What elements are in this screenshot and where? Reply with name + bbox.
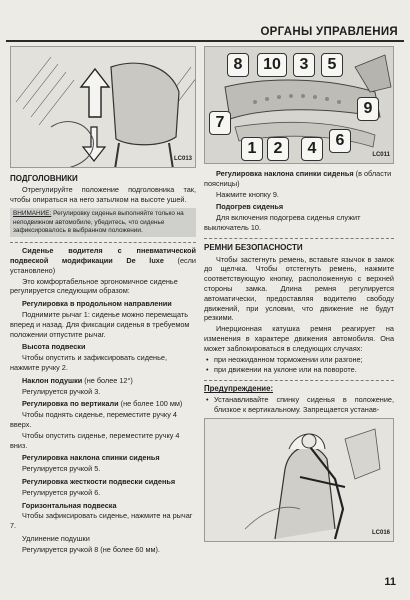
control-label-9: 9 (357, 97, 379, 121)
figure-code: LC016 (371, 529, 390, 536)
control-label-5: 5 (321, 53, 343, 77)
left-column (10, 46, 196, 555)
vert-text-up: Чтобы поднять сиденье, переместите ручку 4 вверх. (10, 410, 177, 430)
warning-text: • Устанавливайте спинку сиденья в положение, близкое к вертикальному. Запрещается устанав- (204, 395, 394, 415)
figure-code: LC011 (372, 152, 390, 159)
control-label-6: 6 (329, 129, 351, 153)
stiff-text: Регулируется ручкой 6. (22, 487, 101, 497)
control-label-1: 1 (241, 137, 263, 161)
control-label-10: 10 (257, 53, 287, 77)
belts-text-1: Чтобы застегнуть ремень, вставьте язычок в замок до щелчка. Чтобы отстегнуть ремень, нажмите соответствующую кнопку, расположенную с верхней стороны замка. Длина ремня регулируется автоматически, предоставляя водителю свободу движений, при условии, что движение не будут резкими. (204, 254, 394, 323)
control-label-3: 3 (293, 53, 315, 77)
heat-text: Для включения подогрева сиденья служит выключатель 10. (204, 213, 361, 232)
seatbelt-illustration (205, 419, 394, 542)
vert-title: Регулировка по вертикали (22, 399, 119, 409)
headrest-title: ПОДГОЛОВНИКИ (10, 174, 78, 183)
long-adj-title: Регулировка в продольном направлении (22, 299, 172, 309)
control-label-4: 4 (301, 137, 323, 161)
headrest-text: Отрегулируйте положение подголовника так, чтобы опираться на него затылком на высоте ушей. (10, 184, 196, 204)
heat-title: Подогрев сиденья (216, 202, 284, 212)
cushion-note: (не более 12°) (82, 375, 133, 385)
control-label-7: 7 (209, 111, 231, 135)
figure-code: LC013 (173, 156, 192, 163)
driver-seat-note: (если установлено) (10, 256, 197, 275)
cushion-heading (10, 376, 196, 386)
lumbar-note: (в области поясницы) (204, 169, 392, 188)
vert-heading (10, 399, 196, 409)
control-label-8: 8 (227, 53, 249, 77)
headrest-illustration (11, 47, 196, 168)
long-adj-text: Поднимите рычаг 1: сиденье можно перемещать вперед и назад. Для фиксации сиденья в требуемом положении отпустите рычаг. (10, 310, 190, 339)
section-separator (204, 238, 394, 239)
vert-text-down: Чтобы опустить сиденье, переместите ручку 4 вниз. (10, 430, 180, 450)
driver-seat-title: Сиденье водителя с пневматической подвеской модификации De luxe (10, 246, 196, 266)
section-separator (10, 242, 196, 243)
stiff-title: Регулировка жесткости подвески сиденья (22, 477, 176, 487)
header-rule (6, 40, 404, 42)
lumbar-title: Регулировка наклона спинки сиденья (216, 169, 354, 178)
section-separator (204, 380, 394, 381)
ext-text: Регулируется ручкой 8 (не более 60 мм). (22, 544, 160, 554)
warning-box (10, 208, 196, 237)
height-text: Чтобы опустить и зафиксировать сиденье, нажмите ручку 2. (10, 353, 167, 373)
page-header-title: ОРГАНЫ УПРАВЛЕНИЯ (260, 26, 398, 38)
warning-title: Предупреждение: (204, 384, 274, 394)
cushion-text: Регулируется ручкой 3. (22, 386, 101, 396)
warning-text: Регулировку сиденья выполняйте только на неподвижном автомобиле, убедитесь, что сиденье зафиксировалось в выбранном положении. (13, 210, 184, 234)
seatbelt-figure (204, 418, 394, 542)
page-number: 11 (384, 576, 396, 588)
ext-title: Удлинение подушки (22, 534, 90, 543)
lumbar-text: Нажмите кнопку 9. (216, 189, 279, 199)
back-text: Регулируется ручкой 5. (22, 464, 101, 474)
horiz-title: Горизонтальная подвеска (22, 500, 117, 510)
right-column (204, 46, 394, 542)
driver-seat-paragraph (10, 246, 196, 275)
cushion-title: Наклон подушки (22, 375, 83, 385)
control-label-2: 2 (267, 137, 289, 161)
horiz-text: Чтобы зафиксировать сиденье, нажмите на рычаг 7. (10, 511, 193, 531)
warning-label: ВНИМАНИЕ: (13, 210, 52, 218)
seat-controls-figure (204, 46, 394, 164)
belts-bullet-1: • при неожиданном торможении или разгоне; (204, 355, 394, 365)
height-title: Высота подвески (22, 342, 86, 352)
belts-text-2: Инерционная катушка ремня реагирует на изменения в характере движения автомобиля. Она может заблокироваться в следующих случаях: (204, 324, 394, 353)
vert-note: (не более 100 мм) (118, 399, 183, 409)
belts-bullet-2: • при движении на уклоне или на повороте. (204, 365, 394, 375)
driver-seat-intro: Это комфортабельное эргономичное сиденье регулируется следующим образом: (10, 276, 178, 296)
back-title: Регулировка наклона спинки сиденья (22, 453, 160, 463)
belts-title: РЕМНИ БЕЗОПАСНОСТИ (204, 242, 303, 252)
headrest-figure (10, 46, 196, 168)
lumbar-heading (204, 169, 394, 189)
